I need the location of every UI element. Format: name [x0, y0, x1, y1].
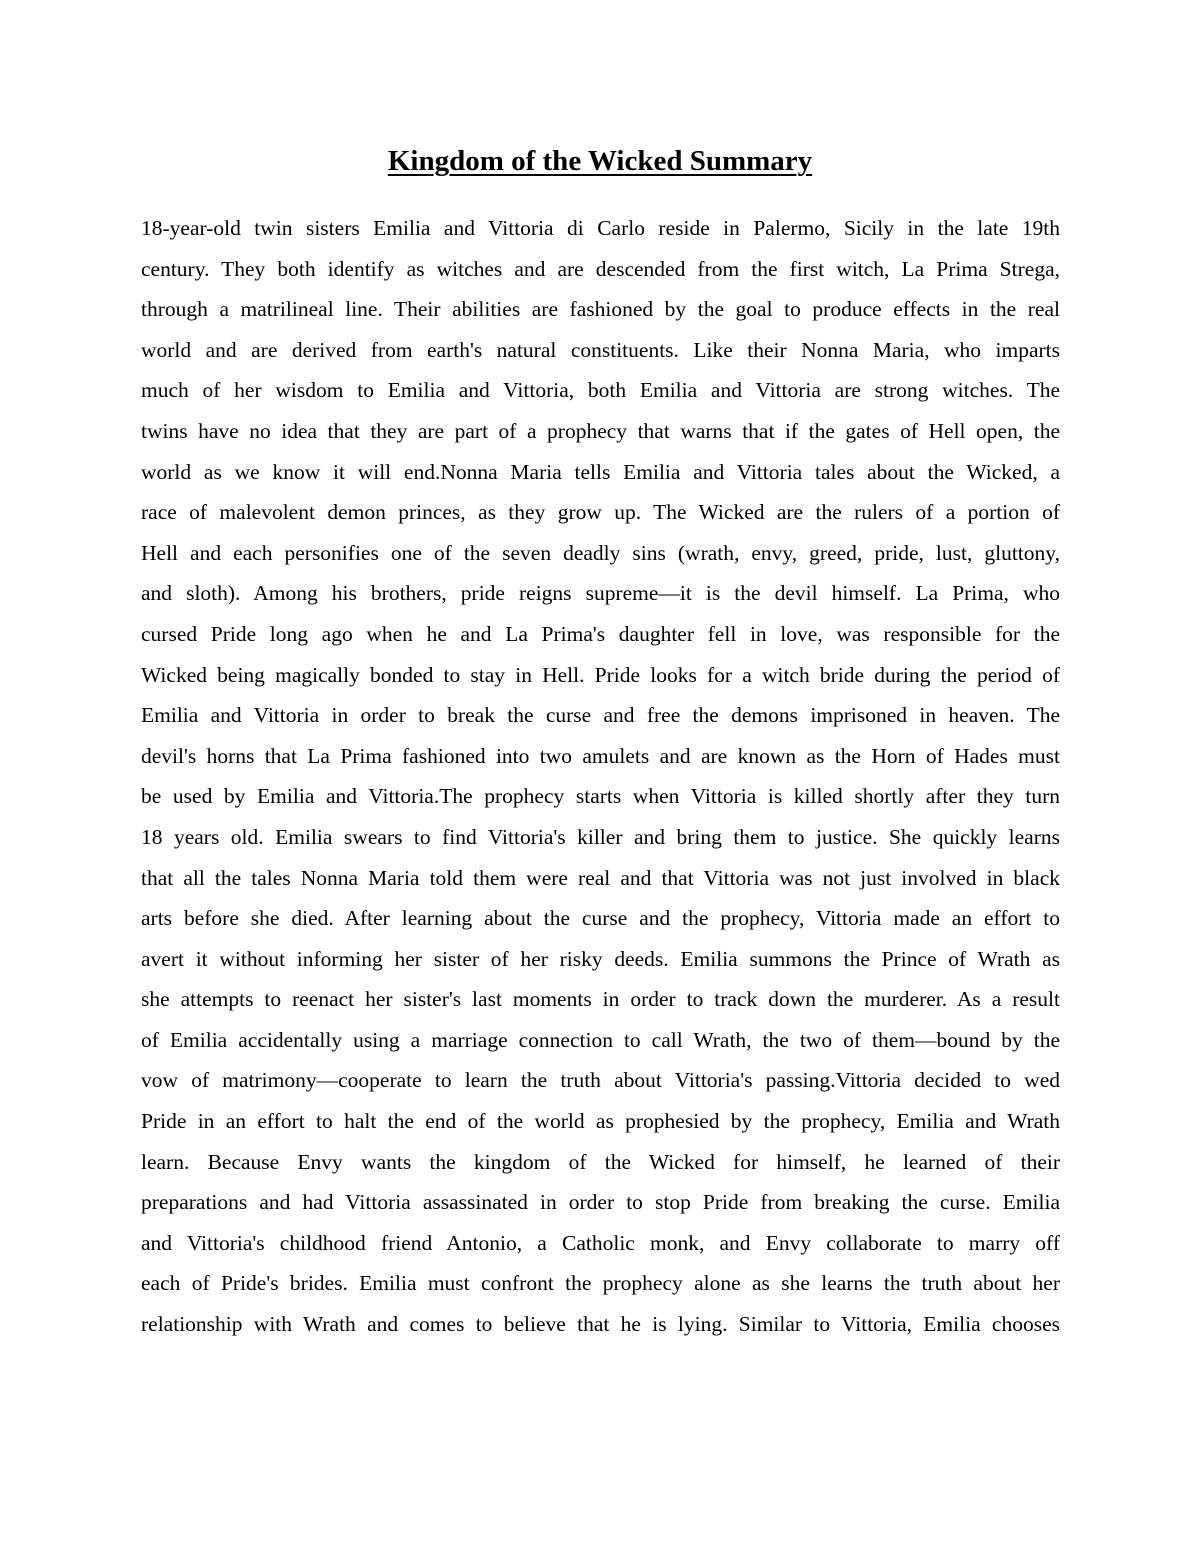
body-text-line: Pride in an effort to halt the end of the world as prophesied by the prophecy, Emilia and Wrath — [141, 1109, 1060, 1134]
body-text-line: learn. Because Envy wants the kingdom of the Wicked for himself, he learned of their — [141, 1149, 1060, 1174]
body-text-line: 18 years old. Emilia swears to find Vittoria's killer and bring them to justice. She quickly learns — [141, 824, 1060, 849]
body-text-line: each of Pride's brides. Emilia must confront the prophecy alone as she learns the truth about her — [141, 1271, 1060, 1296]
body-text-line: Wicked being magically bonded to stay in Hell. Pride looks for a witch bride during the period of — [141, 662, 1060, 687]
document-title: Kingdom of the Wicked Summary — [387, 145, 813, 177]
body-text-line: twins have no idea that they are part of a prophecy that warns that if the gates of Hell open, the — [141, 418, 1060, 443]
body-text-line: cursed Pride long ago when he and La Prima's daughter fell in love, was responsible for the — [141, 621, 1060, 646]
body-text-line: arts before she died. After learning about the curse and the prophecy, Vittoria made an effort to — [141, 906, 1060, 931]
body-text-line: avert it without informing her sister of her risky deeds. Emilia summons the Prince of Wrath as — [141, 946, 1060, 971]
body-text-line: race of malevolent demon princes, as they grow up. The Wicked are the rulers of a portion of — [141, 500, 1060, 525]
body-text-line: much of her wisdom to Emilia and Vittoria, both Emilia and Vittoria are strong witches. The — [141, 378, 1060, 403]
body-text-line: world as we know it will end.Nonna Maria tells Emilia and Vittoria tales about the Wicked, a — [141, 459, 1060, 484]
document-body — [141, 208, 1060, 1345]
body-text-line: devil's horns that La Prima fashioned into two amulets and are known as the Horn of Hades must — [141, 743, 1060, 768]
body-text-line: be used by Emilia and Vittoria.The prophecy starts when Vittoria is killed shortly after they turn — [141, 784, 1060, 809]
body-text-line: she attempts to reenact her sister's last moments in order to track down the murderer. As a result — [141, 987, 1060, 1012]
body-text-line: of Emilia accidentally using a marriage connection to call Wrath, the two of them—bound by the — [141, 1027, 1060, 1052]
body-text-line: relationship with Wrath and comes to believe that he is lying. Similar to Vittoria, Emilia chooses — [141, 1312, 1060, 1337]
body-text-line: 18-year-old twin sisters Emilia and Vittoria di Carlo reside in Palermo, Sicily in the late 19th — [141, 216, 1060, 240]
body-text-line: and sloth). Among his brothers, pride reigns supreme—it is the devil himself. La Prima, who — [141, 581, 1060, 606]
body-text-line: and Vittoria's childhood friend Antonio, a Catholic monk, and Envy collaborate to marry off — [141, 1230, 1060, 1255]
body-text-line: Hell and each personifies one of the seven deadly sins (wrath, envy, greed, pride, lust, gluttony, — [141, 540, 1060, 565]
body-text-line: that all the tales Nonna Maria told them were real and that Vittoria was not just involved in black — [141, 865, 1060, 890]
body-text-line: century. They both identify as witches and are descended from the first witch, La Prima Strega, — [141, 256, 1060, 281]
body-text-line: vow of matrimony—cooperate to learn the truth about Vittoria's passing.Vittoria decided to wed — [141, 1068, 1060, 1093]
body-text-line: Emilia and Vittoria in order to break the curse and free the demons imprisoned in heaven. The — [141, 703, 1060, 728]
body-text-line: preparations and had Vittoria assassinated in order to stop Pride from breaking the curse. Emilia — [141, 1190, 1060, 1215]
body-text-line: through a matrilineal line. Their abilities are fashioned by the goal to produce effects in the real — [141, 297, 1060, 322]
body-text-line: world and are derived from earth's natural constituents. Like their Nonna Maria, who imparts — [141, 337, 1060, 362]
